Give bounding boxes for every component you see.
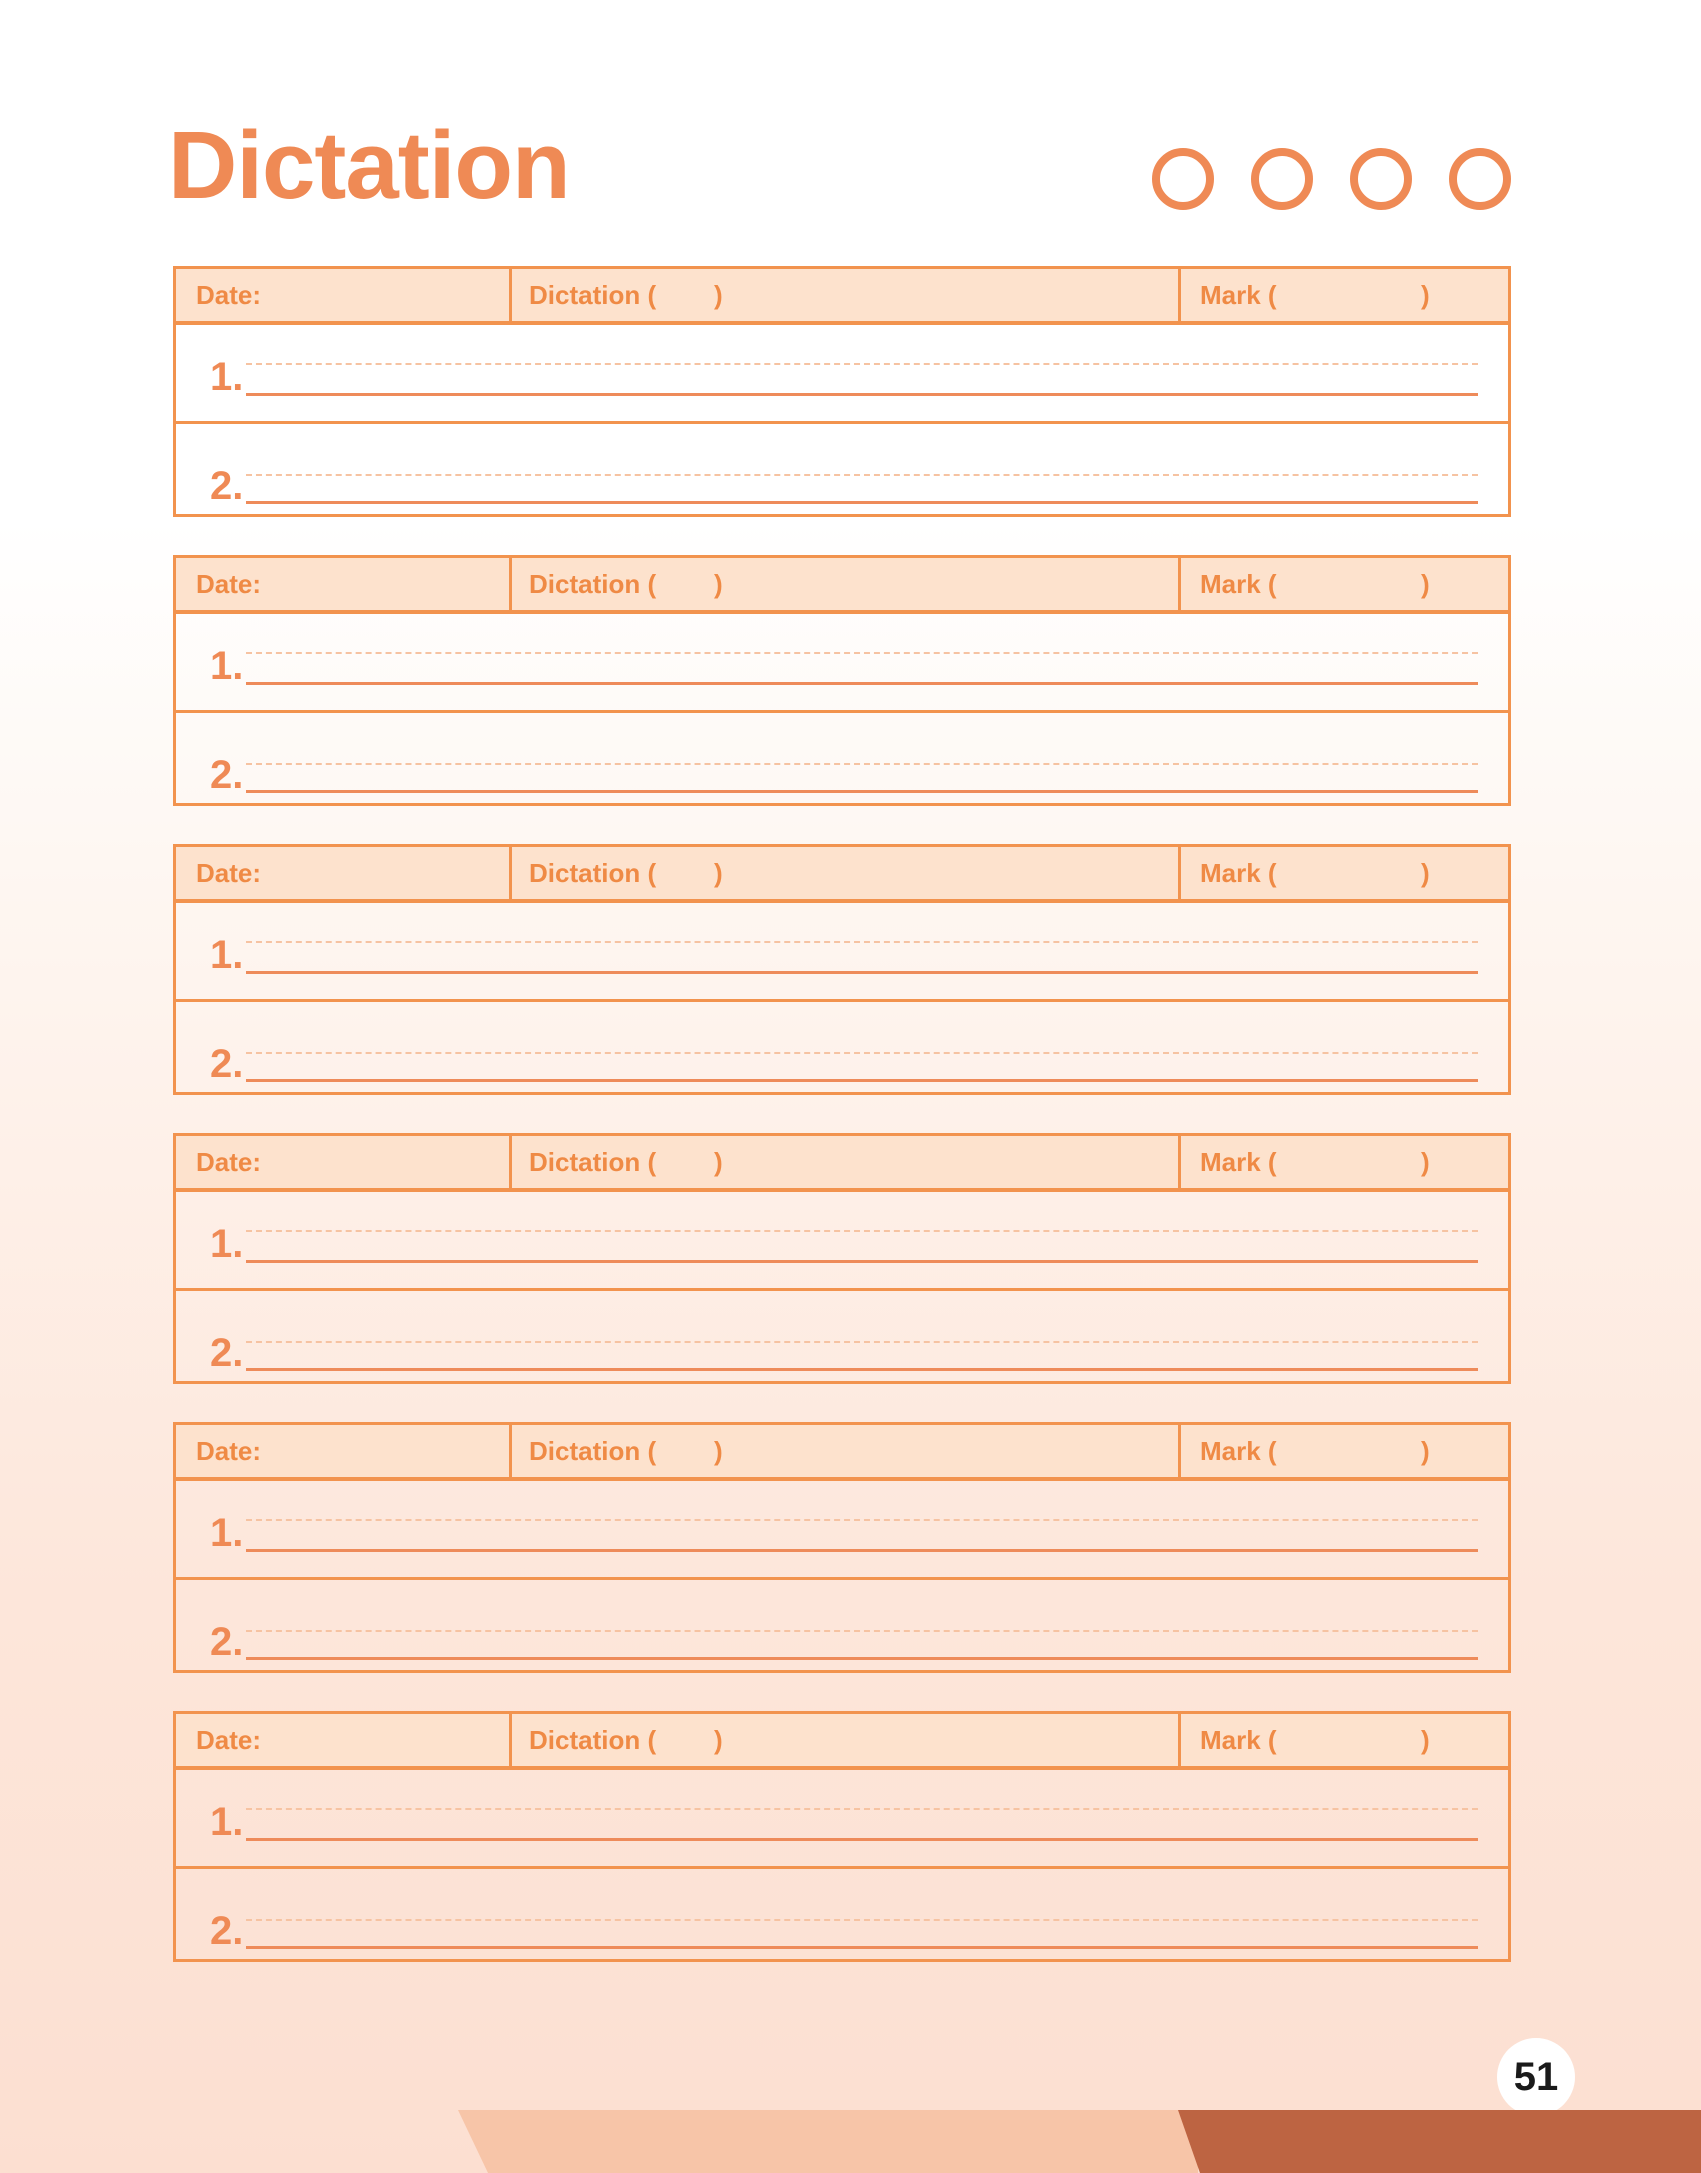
dictation-label[interactable]: Dictation ( <box>529 1436 657 1466</box>
answer-row-2[interactable] <box>176 1869 1508 1959</box>
divider <box>1178 1136 1181 1188</box>
answer-row-1[interactable] <box>176 325 1508 424</box>
dictation-block <box>173 266 1511 517</box>
date-label[interactable]: Date: <box>196 1725 262 1755</box>
answer-row-1[interactable] <box>176 1192 1508 1291</box>
divider <box>1178 269 1181 321</box>
row-number: 2. <box>210 753 244 797</box>
block-header <box>176 847 1508 903</box>
answer-row-2[interactable] <box>176 1580 1508 1670</box>
write-line[interactable] <box>246 1657 1478 1660</box>
mark-label[interactable]: Mark ( <box>1200 1436 1277 1466</box>
guide-line <box>246 1630 1478 1632</box>
divider <box>509 1714 512 1766</box>
dictation-close: ) <box>714 569 723 599</box>
page-number: 51 <box>1497 2038 1575 2116</box>
block-header <box>176 1136 1508 1192</box>
mark-close: ) <box>1421 1147 1430 1177</box>
write-line[interactable] <box>246 1079 1478 1082</box>
dictation-close: ) <box>714 1725 723 1755</box>
mark-label[interactable]: Mark ( <box>1200 280 1277 310</box>
mark-close: ) <box>1421 1436 1430 1466</box>
row-number: 2. <box>210 1042 244 1086</box>
mark-label[interactable]: Mark ( <box>1200 1725 1277 1755</box>
row-number: 2. <box>210 464 244 508</box>
dictation-block <box>173 1711 1511 1962</box>
row-number: 2. <box>210 1909 244 1953</box>
block-header <box>176 269 1508 325</box>
answer-row-1[interactable] <box>176 1770 1508 1869</box>
answer-row-2[interactable] <box>176 713 1508 803</box>
guide-line <box>246 474 1478 476</box>
dictation-close: ) <box>714 1436 723 1466</box>
dictation-label[interactable]: Dictation ( <box>529 1147 657 1177</box>
row-number: 1. <box>210 1222 244 1266</box>
row-number: 1. <box>210 1511 244 1555</box>
divider <box>1178 1425 1181 1477</box>
block-header <box>176 558 1508 614</box>
answer-row-1[interactable] <box>176 903 1508 1002</box>
guide-line <box>246 1230 1478 1232</box>
guide-line <box>246 1808 1478 1810</box>
mark-label[interactable]: Mark ( <box>1200 858 1277 888</box>
dictation-label[interactable]: Dictation ( <box>529 280 657 310</box>
write-line[interactable] <box>246 790 1478 793</box>
date-label[interactable]: Date: <box>196 1436 262 1466</box>
divider <box>1178 1714 1181 1766</box>
guide-line <box>246 763 1478 765</box>
mark-close: ) <box>1421 1725 1430 1755</box>
dictation-label[interactable]: Dictation ( <box>529 1725 657 1755</box>
divider <box>1178 847 1181 899</box>
answer-row-2[interactable] <box>176 424 1508 514</box>
dictation-label[interactable]: Dictation ( <box>529 569 657 599</box>
divider <box>509 1136 512 1188</box>
dictation-block <box>173 1133 1511 1384</box>
write-line[interactable] <box>246 971 1478 974</box>
date-label[interactable]: Date: <box>196 1147 262 1177</box>
dictation-block <box>173 555 1511 806</box>
mark-close: ) <box>1421 858 1430 888</box>
answer-row-2[interactable] <box>176 1002 1508 1092</box>
write-line[interactable] <box>246 1368 1478 1371</box>
row-number: 1. <box>210 1800 244 1844</box>
divider <box>1178 558 1181 610</box>
write-line[interactable] <box>246 682 1478 685</box>
guide-line <box>246 1341 1478 1343</box>
guide-line <box>246 941 1478 943</box>
write-line[interactable] <box>246 393 1478 396</box>
answer-row-2[interactable] <box>176 1291 1508 1381</box>
dictation-close: ) <box>714 858 723 888</box>
circle-icon[interactable] <box>1152 148 1214 210</box>
dictation-label[interactable]: Dictation ( <box>529 858 657 888</box>
divider <box>509 269 512 321</box>
circle-icon[interactable] <box>1251 148 1313 210</box>
divider <box>509 558 512 610</box>
dictation-close: ) <box>714 280 723 310</box>
footer-band-light <box>458 2110 1198 2173</box>
row-number: 1. <box>210 355 244 399</box>
date-label[interactable]: Date: <box>196 858 262 888</box>
dictation-block <box>173 1422 1511 1673</box>
write-line[interactable] <box>246 1549 1478 1552</box>
circle-icon[interactable] <box>1350 148 1412 210</box>
row-number: 2. <box>210 1620 244 1664</box>
dictation-close: ) <box>714 1147 723 1177</box>
dictation-block <box>173 844 1511 1095</box>
page-title: Dictation <box>168 112 570 219</box>
mark-close: ) <box>1421 569 1430 599</box>
row-number: 2. <box>210 1331 244 1375</box>
answer-row-1[interactable] <box>176 614 1508 713</box>
write-line[interactable] <box>246 501 1478 504</box>
guide-line <box>246 1052 1478 1054</box>
rating-circles <box>1152 148 1512 210</box>
mark-close: ) <box>1421 280 1430 310</box>
write-line[interactable] <box>246 1260 1478 1263</box>
guide-line <box>246 363 1478 365</box>
circle-icon[interactable] <box>1449 148 1511 210</box>
mark-label[interactable]: Mark ( <box>1200 1147 1277 1177</box>
row-number: 1. <box>210 933 244 977</box>
divider <box>509 847 512 899</box>
write-line[interactable] <box>246 1838 1478 1841</box>
guide-line <box>246 652 1478 654</box>
row-number: 1. <box>210 644 244 688</box>
answer-row-1[interactable] <box>176 1481 1508 1580</box>
guide-line <box>246 1919 1478 1921</box>
date-label[interactable]: Date: <box>196 569 262 599</box>
date-label[interactable]: Date: <box>196 280 262 310</box>
divider <box>509 1425 512 1477</box>
block-header <box>176 1425 1508 1481</box>
block-header <box>176 1714 1508 1770</box>
mark-label[interactable]: Mark ( <box>1200 569 1277 599</box>
guide-line <box>246 1519 1478 1521</box>
write-line[interactable] <box>246 1946 1478 1949</box>
footer-band-dark <box>1178 2110 1701 2173</box>
